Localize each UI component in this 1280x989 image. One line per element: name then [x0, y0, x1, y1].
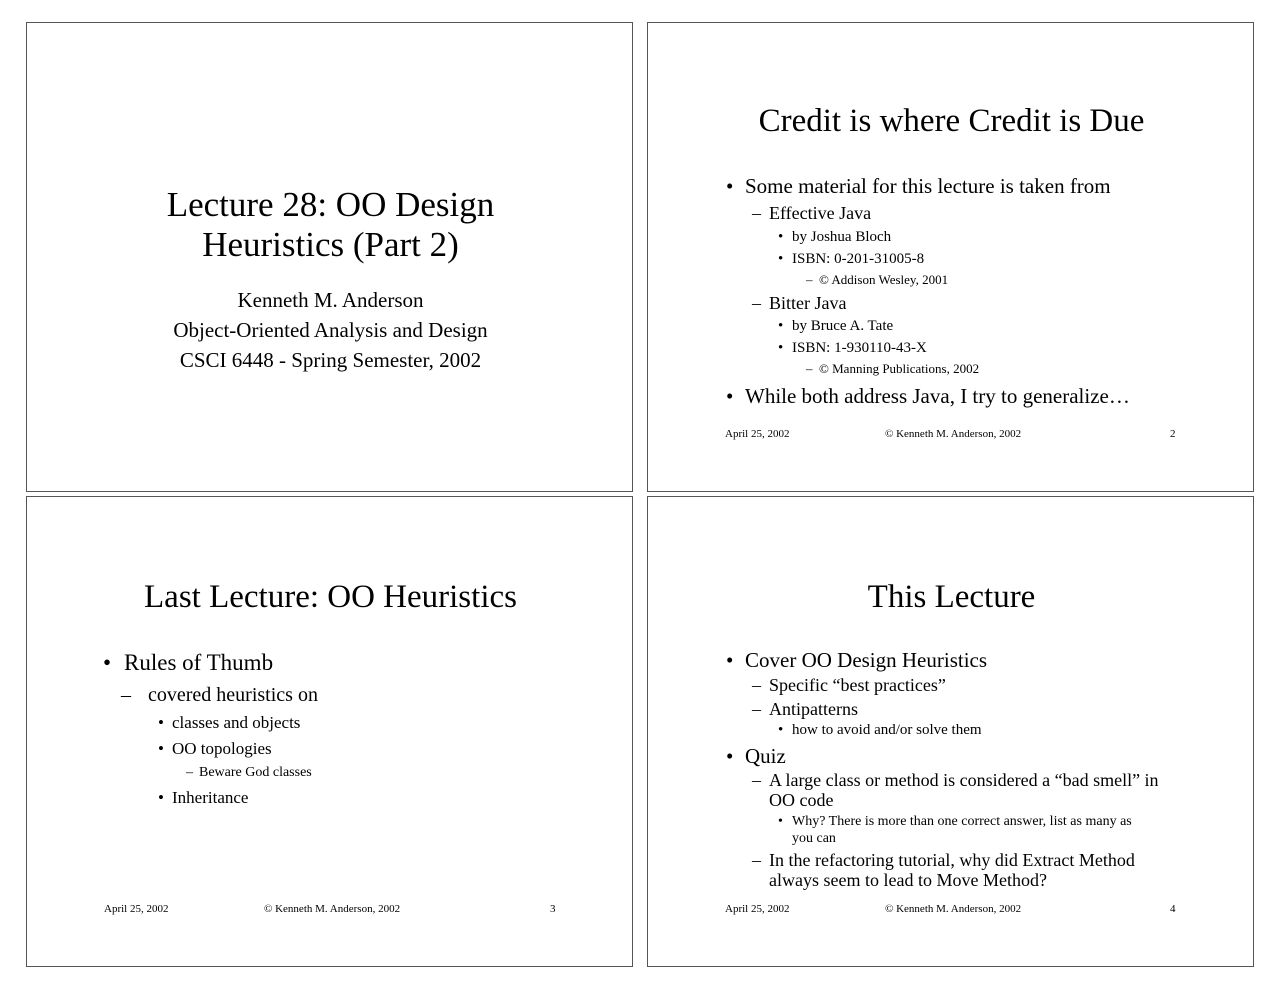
footer-page-number: 3 — [550, 903, 556, 915]
author-name: Kenneth M. Anderson — [237, 288, 424, 312]
slide-title: Last Lecture: OO Heuristics — [144, 579, 517, 615]
bullet-marker: • — [778, 340, 784, 356]
list-item: Inheritance — [172, 788, 249, 807]
dash-marker: – — [752, 675, 761, 695]
dash-marker: – — [752, 850, 761, 870]
list-item: OO topologies — [172, 739, 272, 758]
dash-marker: – — [806, 361, 813, 376]
list-item: Effective Java — [769, 203, 872, 223]
dash-marker: – — [752, 203, 761, 223]
list-item: how to avoid and/or solve them — [792, 722, 982, 738]
bullet-marker: • — [726, 174, 734, 198]
bullet-marker: • — [158, 713, 164, 732]
list-item: by Bruce A. Tate — [792, 318, 894, 334]
slide-title: Credit is where Credit is Due — [758, 103, 1145, 139]
list-item: Rules of Thumb — [124, 650, 274, 675]
list-item: In the refactoring tutorial, why did Extract Method — [769, 850, 1135, 870]
footer-page-number: 2 — [1170, 428, 1176, 440]
bullet-marker: • — [158, 739, 164, 758]
slide-3 — [26, 496, 633, 967]
title-line-2: Heuristics (Part 2) — [202, 225, 459, 264]
list-item-continuation: OO code — [769, 790, 834, 810]
bullet-marker: • — [778, 229, 784, 245]
bullet-marker: • — [778, 251, 784, 267]
list-item: Why? There is more than one correct answer, list as many as — [792, 814, 1132, 829]
list-item: Specific “best practices” — [769, 675, 946, 695]
footer-copyright: © Kenneth M. Anderson, 2002 — [264, 903, 401, 915]
slide-4 — [647, 496, 1254, 967]
slide-1 — [26, 22, 633, 492]
list-item: ISBN: 0-201-31005-8 — [792, 251, 925, 267]
bullet-marker: • — [103, 650, 112, 675]
list-item: by Joshua Bloch — [792, 229, 892, 245]
dash-marker: – — [121, 684, 131, 706]
footer-copyright: © Kenneth M. Anderson, 2002 — [885, 903, 1022, 915]
list-item: © Addison Wesley, 2001 — [819, 272, 949, 287]
footer-copyright: © Kenneth M. Anderson, 2002 — [885, 428, 1022, 440]
dash-marker: – — [752, 293, 761, 313]
list-item: Cover OO Design Heuristics — [745, 648, 988, 672]
list-item: Antipatterns — [769, 699, 858, 719]
bullet-marker: • — [726, 648, 734, 672]
slide-title — [27, 185, 634, 265]
dash-marker: – — [752, 699, 761, 719]
dash-marker: – — [752, 770, 761, 790]
list-item: classes and objects — [172, 713, 301, 732]
dash-marker: – — [186, 765, 193, 780]
list-item: covered heuristics on — [148, 684, 318, 706]
list-item: © Manning Publications, 2002 — [819, 361, 980, 376]
course-name: Object-Oriented Analysis and Design — [173, 318, 488, 342]
dash-marker: – — [806, 272, 813, 287]
footer-date: April 25, 2002 — [725, 903, 790, 915]
title-line-1: Lecture 28: OO Design — [166, 185, 495, 224]
footer-date: April 25, 2002 — [104, 903, 169, 915]
semester-info: CSCI 6448 - Spring Semester, 2002 — [179, 348, 482, 372]
bullet-marker: • — [778, 722, 784, 738]
list-item: ISBN: 1-930110-43-X — [792, 340, 927, 356]
bullet-marker: • — [778, 814, 783, 829]
footer-page-number: 4 — [1170, 903, 1176, 915]
list-item-continuation: always seem to lead to Move Method? — [769, 870, 1047, 890]
slide-title: This Lecture — [867, 579, 1036, 615]
list-item: Quiz — [745, 744, 786, 768]
slide-2 — [647, 22, 1254, 492]
bullet-marker: • — [778, 318, 784, 334]
bullet-marker: • — [158, 788, 164, 807]
list-item: Beware God classes — [199, 765, 312, 780]
footer-date: April 25, 2002 — [725, 428, 790, 440]
list-item: While both address Java, I try to generalize… — [745, 384, 1130, 408]
list-item-continuation: you can — [792, 831, 836, 846]
bullet-marker: • — [726, 744, 734, 768]
bullet-marker: • — [726, 384, 734, 408]
list-item: Bitter Java — [769, 293, 847, 313]
list-item: Some material for this lecture is taken from — [745, 174, 1111, 198]
list-item: A large class or method is considered a “bad smell” in — [769, 770, 1159, 790]
